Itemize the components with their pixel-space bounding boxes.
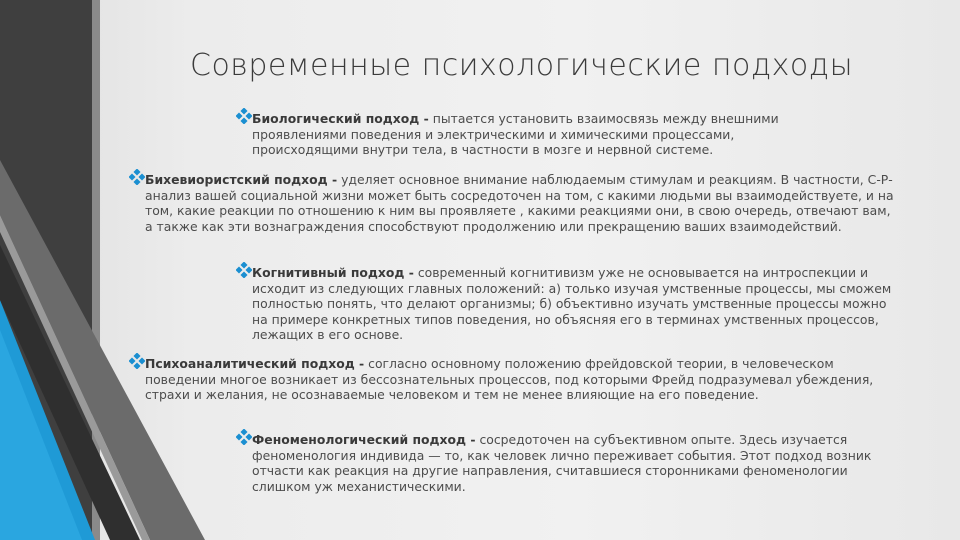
term-label: Биологический подход - <box>252 111 429 126</box>
paragraph-biological <box>252 111 842 158</box>
term-label: Бихевиористский подход - <box>145 172 338 187</box>
diamond-bullet-icon <box>236 429 252 445</box>
paragraph-behaviorist <box>145 172 895 234</box>
diamond-bullet-icon <box>236 108 252 124</box>
term-label: Феноменологический подход - <box>252 432 476 447</box>
term-label: Психоаналитический подход - <box>145 356 365 371</box>
paragraph-cognitive <box>252 265 892 343</box>
paragraph-psychoanalytic <box>145 356 895 403</box>
term-description: современный когнитивизм уже не основывается на интроспекции и исходит из следующих главных положений: а) только изучая умственные процессы, мы сможем полностью понять, что делают организмы; б) объективно изучать умственные процессы можно на примере конкретных типов поведения, но объясняя его в терминах умственных процессов, лежащих в его основе. <box>252 265 892 343</box>
term-description: уделяет основное внимание наблюдаемым стимулам и реакциям. В частности, С-Р-анализ вашей социальной жизни может быть сосредоточен на том, с какими людьми вы взаимодействуете, и на том, какие реакции по отношению к ним вы проявляете , какими реакциями они, в свою очередь, отвечают вам, а также как эти вознаграждения способствуют продолжению или прекращению ваших взаимодействий. <box>145 172 894 234</box>
term-label: Когнитивный подход - <box>252 265 414 280</box>
term-description: согласно основному положению фрейдовской теории, в человеческом поведении многое возникает из бессознательных процессов, под которыми Фрейд подразумевал убеждения, страхи и желания, не осознаваемые человеком и тем не менее влияющие на его поведение. <box>145 356 874 403</box>
diamond-bullet-icon <box>129 169 145 185</box>
term-description: сосредоточен на субъективном опыте. Здесь изучается феноменология индивида — то, как человек лично переживает события. Этот подход возник отчасти как реакция на другие направления, считавшиеся сторонниками феноменологии слишком уж механистическими. <box>252 432 872 494</box>
paragraph-phenomenological <box>252 432 902 494</box>
slide-title: Современные психологические подходы <box>190 48 854 83</box>
diamond-bullet-icon <box>236 262 252 278</box>
diamond-bullet-icon <box>129 353 145 369</box>
term-description: пытается установить взаимосвязь между внешними проявлениями поведения и электрическими и химическими процессами, происходящими внутри тела, в частности в мозге и нервной системе. <box>252 111 779 158</box>
